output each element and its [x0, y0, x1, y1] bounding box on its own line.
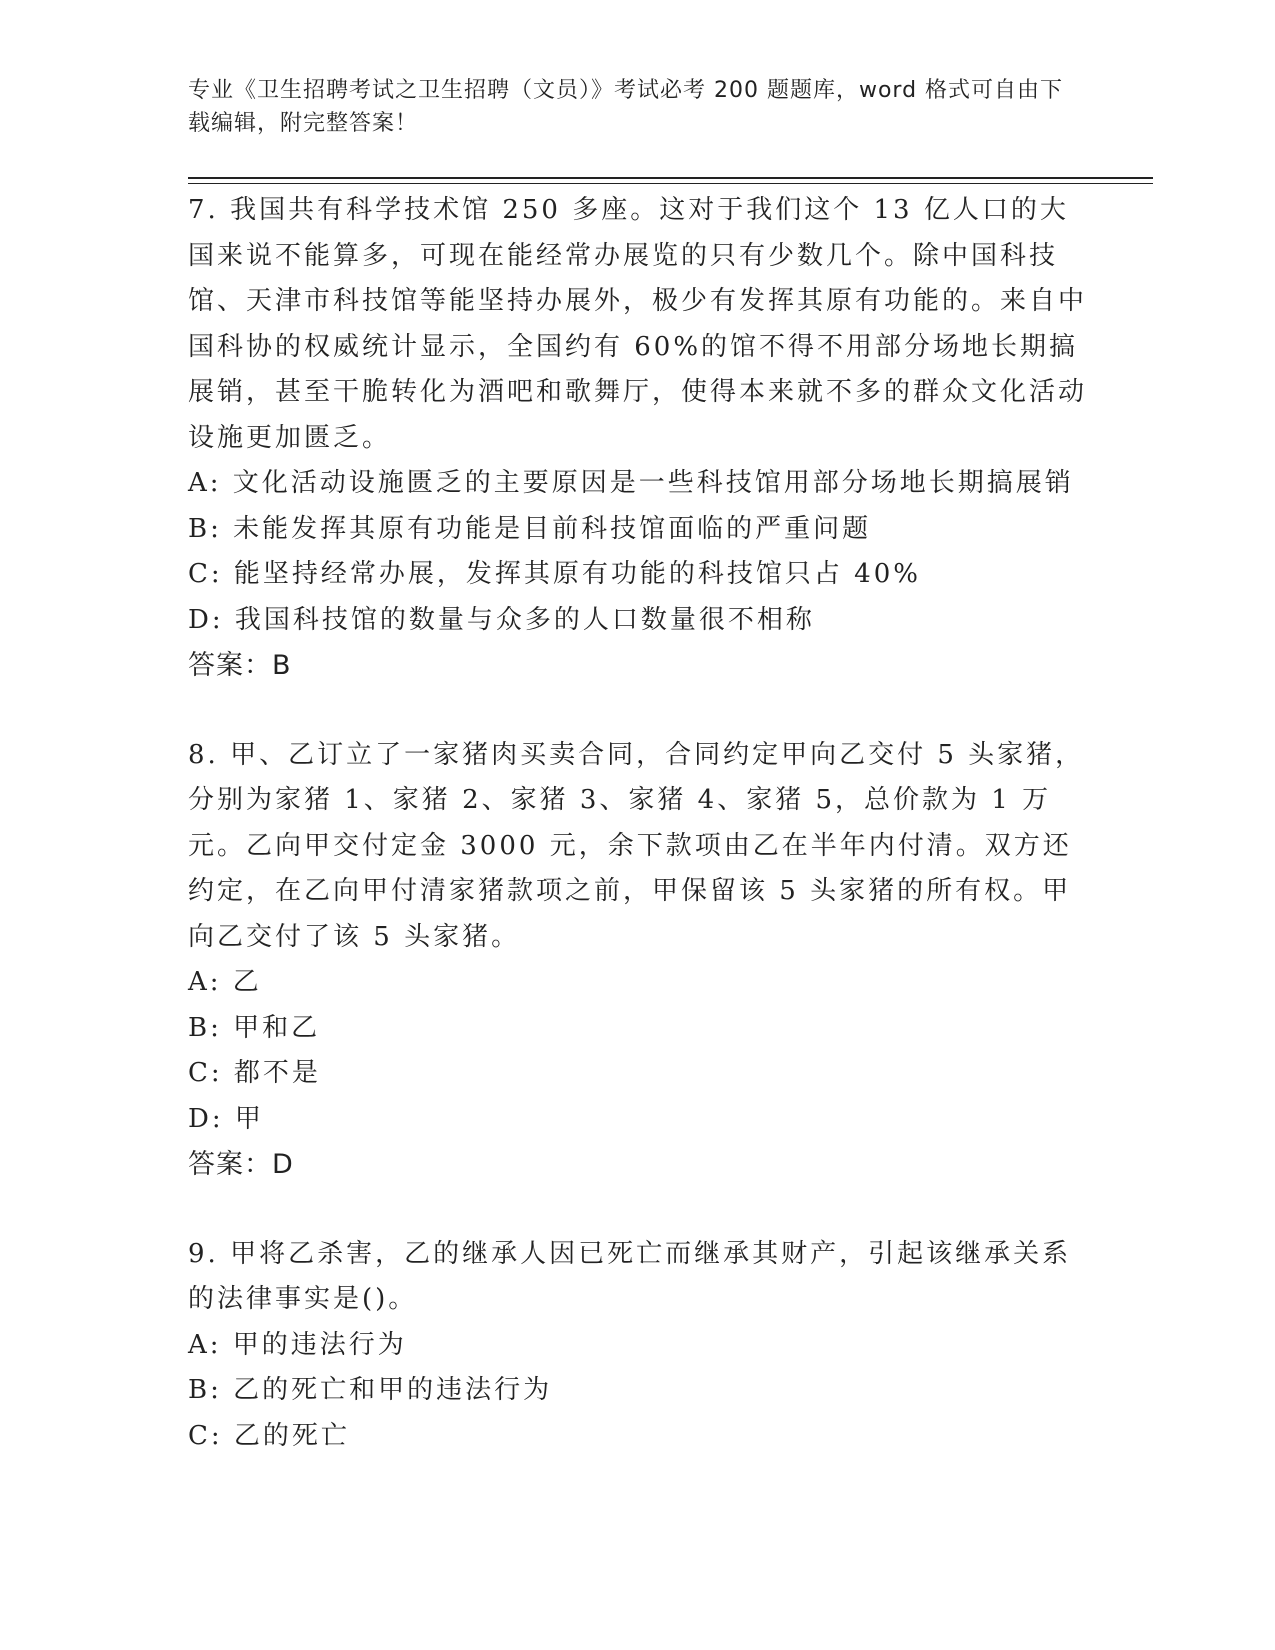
question-9 [188, 1232, 1088, 1460]
question-8 [188, 733, 1088, 1188]
question-stem: 8. 甲、乙订立了一家猪肉买卖合同，合同约定甲向乙交付 5 头家猪，分别为家猪 1、家猪 2、家猪 3、家猪 4、家猪 5，总价款为 1 万元。乙向甲交付定金 3000 元，余下款项由乙在半年内付清。双方还约定，在乙向甲付清家猪款项之前，甲保留该 5 头家猪的所有权。甲向乙交付了该 5 头家猪。 [188, 739, 1085, 952]
question-list [188, 188, 1088, 1503]
document-header: 专业《卫生招聘考试之卫生招聘（文员）》考试必考 200 题题库，word 格式可自由下载编辑，附完整答案！ [188, 78, 1064, 136]
option-d: D: 甲 [188, 1103, 264, 1134]
option-d: D: 我国科技馆的数量与众多的人口数量很不相称 [188, 604, 815, 635]
option-list [188, 461, 1088, 643]
option-c: C: 都不是 [188, 1058, 321, 1088]
answer-label: 答案：B [188, 650, 292, 681]
option-a: A: 文化活动设施匮乏的主要原因是一些科技馆用部分场地长期搞展销 [188, 468, 1074, 498]
option-c: C: 能坚持经常办展，发挥其原有功能的科技馆只占 40% [188, 559, 921, 589]
header-divider-thin [188, 183, 1153, 184]
question-stem: 7. 我国共有科学技术馆 250 多座。这对于我们这个 13 亿人口的大国来说不能算多，可现在能经常办展览的只有少数几个。除中国科技馆、天津市科技馆等能坚持办展外，极少有发挥其原有功能的。来自中国科协的权威统计显示，全国约有 60%的馆不得不用部分场地长期搞展销，甚至干脆转化为酒吧和歌舞厅，使得本来就不多的群众文化活动设施更加匮乏。 [188, 195, 1088, 453]
question-7 [188, 188, 1088, 689]
option-b: B: 甲和乙 [188, 1012, 321, 1043]
option-list [188, 960, 1088, 1142]
answer-label: 答案：D [188, 1149, 294, 1180]
option-a: A: 甲的违法行为 [188, 1329, 407, 1360]
option-b: B: 乙的死亡和甲的违法行为 [188, 1375, 553, 1405]
option-list [188, 1323, 1088, 1460]
header-divider-thick [188, 177, 1153, 179]
question-stem: 9. 甲将乙杀害，乙的继承人因已死亡而继承其财产，引起该继承关系的法律事实是()。 [188, 1238, 1072, 1314]
option-a: A: 乙 [188, 967, 262, 997]
option-c: C: 乙的死亡 [188, 1420, 350, 1451]
option-b: B: 未能发挥其原有功能是目前科技馆面临的严重问题 [188, 513, 872, 544]
